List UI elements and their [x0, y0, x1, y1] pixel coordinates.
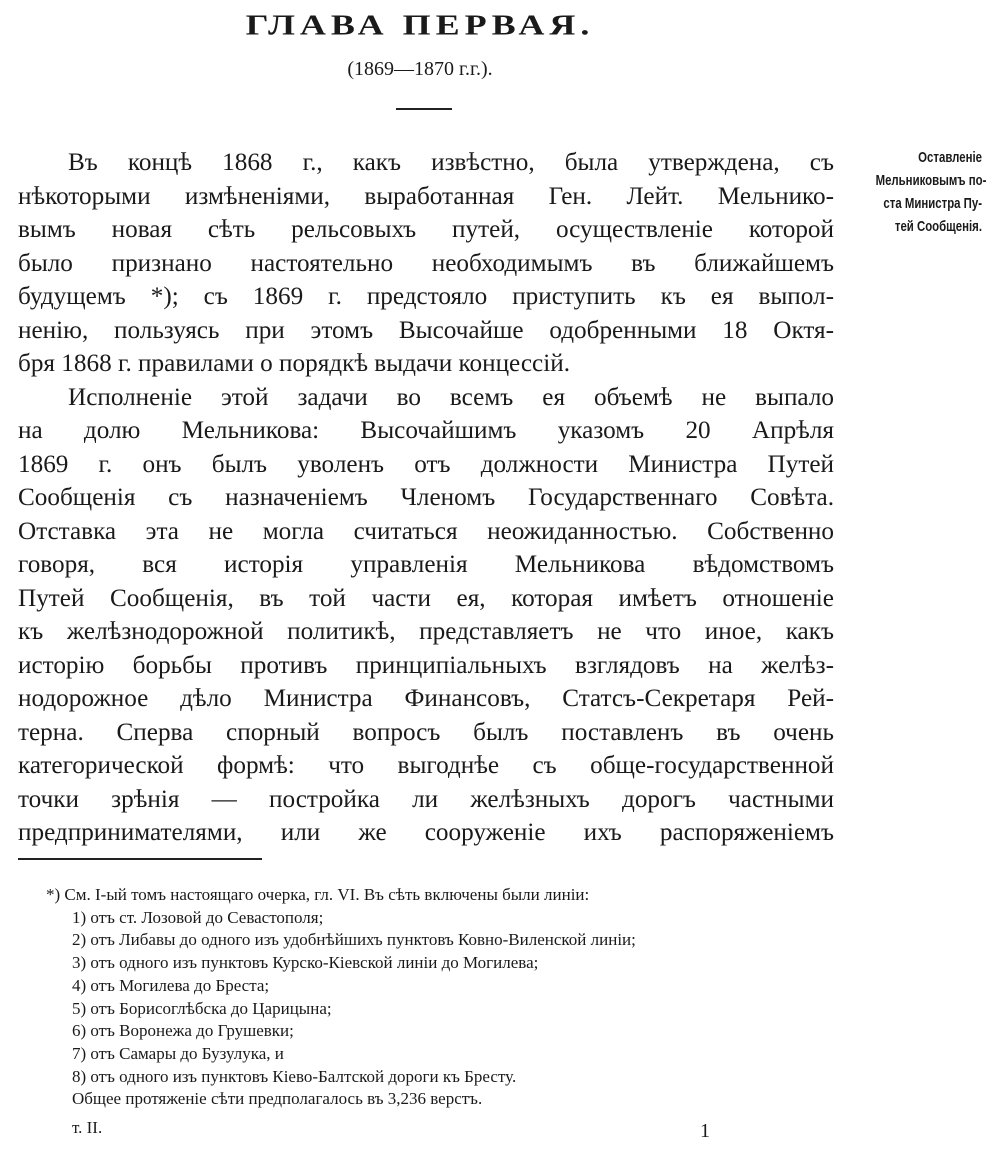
margin-note — [875, 146, 987, 238]
margin-note-line: Мельниковымъ по- — [875, 172, 987, 189]
text-line: терна. Сперва спорный вопросъ былъ поставленъ въ очень — [18, 718, 834, 746]
footnote-item: 3) отъ одного изъ пунктовъ Курско-Кіевской линіи до Могилева; — [72, 953, 539, 973]
text-line: исторію борьбы противъ принципіальныхъ взглядовъ на желѣз- — [18, 651, 834, 679]
margin-note-line: тей Сообщенія. — [894, 218, 982, 235]
margin-note-line: Оставленіе — [918, 149, 982, 166]
text-line: Путей Сообщенія, въ той части ея, которая имѣетъ отношеніе — [18, 584, 834, 612]
sheet-signature: т. II. — [72, 1118, 103, 1137]
footnotes — [46, 884, 826, 1111]
page-number: 1 — [700, 1120, 710, 1142]
text-line: предпринимателями, или же сооруженіе ихъ распоряженіемъ — [18, 819, 834, 846]
footnote-item: 2) отъ Либавы до одного изъ удобнѣйшихъ пунктовъ Ковно-Виленской линіи; — [72, 930, 636, 950]
footnote-item: 6) отъ Воронежа до Грушевки; — [72, 1021, 294, 1041]
footnote-item: 1) отъ ст. Лозовой до Севастополя; — [72, 907, 324, 927]
margin-note-line: ста Министра Пу- — [883, 195, 982, 212]
text-line: Сообщенія съ назначеніемъ Членомъ Государственнаго Совѣта. — [18, 484, 834, 511]
text-line: Отставка эта не могла считаться неожиданностью. Собственно — [18, 517, 834, 545]
title-divider — [396, 108, 452, 110]
text-line: на долю Мельникова: Высочайшимъ указомъ 20 Апрѣля — [18, 417, 834, 444]
text-line: къ желѣзнодорожной политикѣ, представляетъ не что иное, какъ — [18, 618, 834, 645]
footnote-intro: *) См. I-ый томъ настоящаго очерка, гл. VI. Въ сѣть включены были линіи: — [46, 885, 590, 904]
text-line: было признано настоятельно необходимымъ въ ближайшемъ — [18, 249, 834, 277]
text-line: вымъ новая сѣть рельсовыхъ путей, осуществленіе которой — [18, 216, 834, 243]
text-line: нодорожное дѣло Министра Финансовъ, Статсъ-Секретаря Рей- — [18, 685, 834, 712]
footnote-divider — [18, 858, 262, 860]
footnote-item: 7) отъ Самары до Бузулука, и — [72, 1043, 284, 1063]
chapter-years: (1869—1870 г.г.). — [347, 58, 493, 80]
main-text — [18, 146, 834, 850]
footnote-item: 5) отъ Борисоглѣбска до Царицына; — [72, 998, 332, 1018]
footnote-item: 4) отъ Могилева до Бреста; — [72, 975, 270, 995]
text-line: будущемъ *); съ 1869 г. предстояло приступить къ ея выпол- — [18, 283, 834, 310]
footnote-item: 8) отъ одного изъ пунктовъ Кіево-Балтской дороги къ Бресту. — [72, 1066, 517, 1086]
chapter-title: ГЛАВА ПЕРВАЯ. — [245, 8, 595, 41]
text-line: 1869 г. онъ былъ уволенъ отъ должности Министра Путей — [18, 450, 834, 478]
text-line: нѣкоторыми измѣненіями, выработанная Ген. Лейт. Мельнико- — [18, 182, 834, 210]
text-line: Исполненіе этой задачи во всемъ ея объемѣ не выпало — [68, 383, 834, 411]
text-line: Въ концѣ 1868 г., какъ извѣстно, была утверждена, съ — [68, 149, 834, 176]
text-line: говоря, вся исторія управленія Мельникова вѣдомствомъ — [18, 551, 834, 578]
text-line: точки зрѣнія — постройка ли желѣзныхъ дорогъ частными — [18, 785, 834, 813]
text-line: категорической формѣ: что выгоднѣе съ обще-государственной — [18, 752, 834, 779]
text-line: ненію, пользуясь при этомъ Высочайше одобренными 18 Октя- — [18, 316, 834, 344]
footnote-total: Общее протяженіе сѣти предполагалось въ 3,236 верстъ. — [72, 1089, 483, 1109]
text-line: бря 1868 г. правилами о порядкѣ выдачи концессій. — [18, 350, 570, 377]
